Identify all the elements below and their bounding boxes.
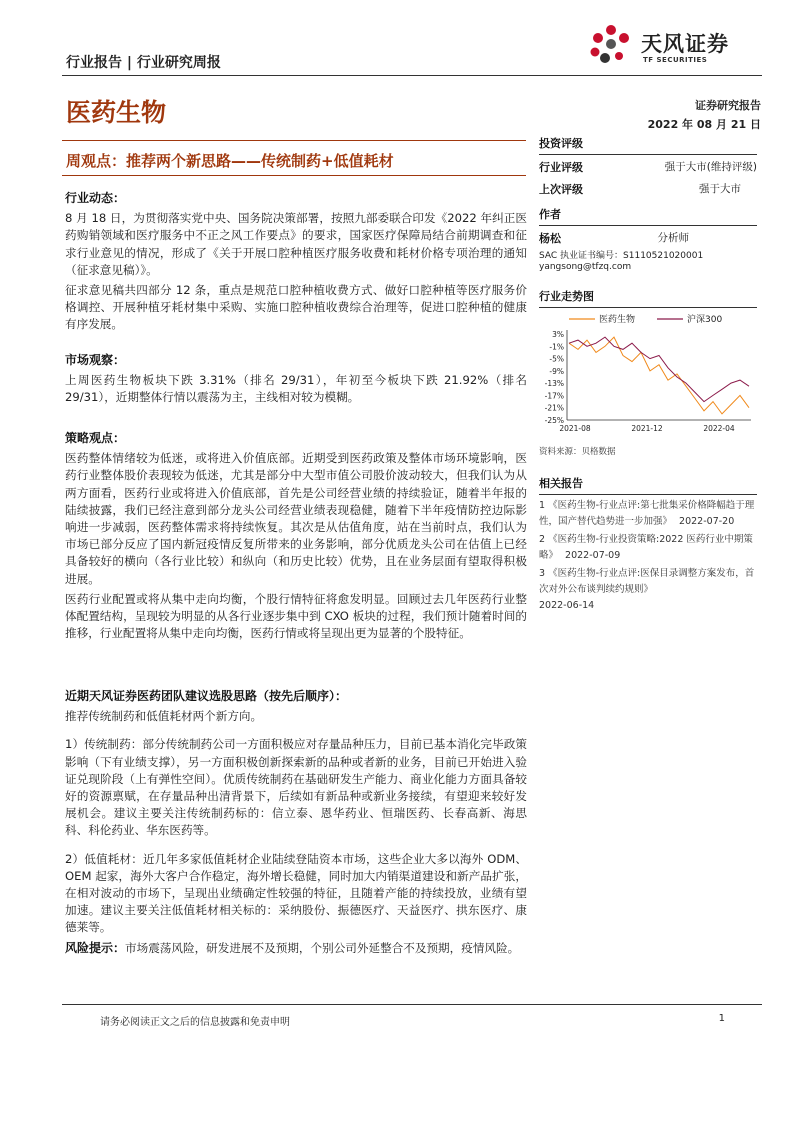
- y-tick-label: -5%: [549, 354, 564, 364]
- logo-text-cn: 天风证券: [641, 32, 729, 56]
- paragraph: 8 月 18 日，为贯彻落实党中央、国务院决策部署，按照九部委联合印发《2022 年纠正医药购销领域和医疗服务中不正之风工作要点》的要求，国家医疗保障局结合前期调查和征求行业意见的情况，形成了《关于开展口腔种植医疗服务收费和耗材价格专项治理的通知（征求意见稿）》。: [65, 211, 527, 277]
- paragraph: 1）传统制药：部分传统制药公司一方面积极应对存量品种压力，目前已基本消化完毕政策影响（下有业绩支撑），另一方面积极创新探索新的品种或者新的业务，目前已开始进入验证兑现阶段（上有弹性空间）。优质传统制药在基础研发生产能力、商业化能力方面具备较好的资源禀赋，在存量品种出清背景下，后续如有新品种或新业务接续，有望迎来较好发展机会。建议主要关注传统制药标的：信立泰、恩华药业、恒瑞医药、长春高新、海思科、科伦药业、华东医药等。: [65, 737, 527, 838]
- related-index: 1: [539, 500, 546, 511]
- report-title: 周观点：推荐两个新思路——传统制药+低值耗材: [66, 152, 394, 170]
- related-date: 2022-07-20: [679, 516, 735, 527]
- related-index: 3: [539, 568, 546, 579]
- author-name: 杨松: [539, 232, 561, 245]
- series-line-hs300: [569, 337, 749, 402]
- x-tick-label: 2021-08: [559, 424, 591, 433]
- author-heading: 作者: [539, 208, 561, 221]
- risk-label: 风险提示：: [65, 940, 126, 955]
- company-logo: [585, 18, 765, 74]
- related-report-item[interactable]: [539, 566, 757, 614]
- risk-text: 市场震荡风险，研发进展不及预期，个别公司外延整合不及预期，疫情风险。: [125, 940, 520, 955]
- trend-divider: [539, 307, 757, 308]
- paragraph: 2）低值耗材：近几年多家低值耗材企业陆续登陆资本市场，这些企业大多以海外 ODM、OEM 起家，海外大客户合作稳定，海外增长稳健，同时加大内销渠道建设和新产品扩张，在相对波动的市场下，呈现出业绩确定性较强的特征，且随着产能的持续投放，业绩有望加速。建议主要关注低值耗材相关标的：采纳股份、振德医疗、天益医疗、拱东医疗、康德莱等。: [65, 851, 527, 935]
- sector-title: 医药生物: [66, 98, 167, 127]
- series-line-pharma: [569, 337, 749, 414]
- y-tick-label: -25%: [544, 416, 564, 425]
- y-tick-label: 3%: [552, 330, 564, 339]
- section-stock-picks: [65, 688, 527, 957]
- paragraph: 医药行业配置或将从集中走向均衡，个股行情特征将愈发明显。回顾过去几年医药行业整体配置结构，呈现较为明显的从各行业逐步集中到 CXO 板块的过程，我们预计随着时间的推移，行业配置将从集中走向均衡，医药行情或将呈现出更为显著的个股特征。: [65, 591, 527, 641]
- industry-rating-value: 强于大市(维持评级): [664, 161, 757, 173]
- paragraph: 推荐传统制药和低值耗材两个新方向。: [65, 709, 263, 724]
- title-underline: [62, 175, 526, 176]
- related-report-item[interactable]: [539, 498, 757, 530]
- footer-disclaimer: 请务必阅读正文之后的信息披露和免责申明: [100, 1017, 290, 1028]
- y-tick-label: -17%: [544, 391, 564, 401]
- author-block: [539, 206, 757, 272]
- trend-chart: [539, 310, 757, 438]
- y-tick-label: -1%: [549, 342, 564, 352]
- paragraph: 征求意见稿共四部分 12 条，重点是规范口腔种植收费方式、做好口腔种植等医疗服务价格调控、开展种植牙耗材集中采购、实施口腔种植收费综合治理等，促进口腔种植的健康有序发展。: [65, 283, 527, 332]
- related-report-item[interactable]: [539, 532, 757, 564]
- related-divider: [539, 494, 757, 495]
- related-title: 《医药生物-行业投资策略:2022 医药行业中期策略》: [539, 534, 753, 561]
- chart-source: 资料来源：贝格数据: [539, 447, 616, 457]
- page-number: 1: [718, 1013, 725, 1024]
- section-industry-news: [65, 190, 527, 334]
- section-market-watch: [65, 352, 527, 407]
- y-tick-label: -21%: [544, 403, 564, 413]
- prev-rating-label: 上次评级: [539, 183, 583, 196]
- prev-rating-value: 强于大市: [699, 183, 741, 195]
- logo-flower-icon: [585, 20, 637, 72]
- related-reports: [539, 475, 757, 614]
- report-type: 证券研究报告: [695, 99, 761, 112]
- y-tick-label: -9%: [549, 366, 564, 376]
- section-heading: 策略观点：: [65, 431, 126, 445]
- related-heading: 相关报告: [539, 477, 583, 490]
- trend-block: [539, 288, 757, 457]
- title-divider: [62, 140, 526, 141]
- header-divider: [62, 75, 762, 76]
- paragraph: 上周医药生物板块下跌 3.31%（排名 29/31），年初至今板块下跌 21.92%（排名 29/31），近期整体行情以震荡为主，主线相对较为模糊。: [65, 373, 527, 405]
- author-role: 分析师: [657, 232, 689, 244]
- legend-label: 医药生物: [599, 315, 636, 325]
- x-tick-label: 2022-04: [703, 424, 735, 433]
- related-title: 《医药生物-行业点评:第七批集采价格降幅趋于理性，国产替代趋势进一步加强》: [539, 500, 755, 527]
- paragraph: 医药整体情绪较为低迷，或将进入价值底部。近期受到医药政策及整体市场环境影响，医药行业整体股价表现较为低迷，尤其是部分中大型市值公司股价波动较大，但我们认为从两方面看，医药行业或将进入价值底部，首先是公司经营业绩的持续验证，随着半年报的陆续披露，我们已经注意到部分龙头公司经营业绩表现稳健，随着下半年疫情防控边际影响进一步减弱，医药整体需求将持续恢复。其次是从估值角度，站在当前时点，我们认为市场已部分反应了国内新冠疫情反复所带来的业务影响，部分优质龙头公司在估值上已经具备较好的横向（各行业比较）和纵向（和历史比较）优势，且在业务层面有望取得积极进展。: [65, 451, 527, 586]
- trend-heading: 行业走势图: [539, 290, 594, 303]
- report-date: 2022 年 08 月 21 日: [647, 118, 761, 131]
- legend-label: 沪深300: [687, 315, 723, 325]
- author-divider: [539, 225, 757, 226]
- risk-warning: [65, 940, 527, 957]
- section-strategy: [65, 430, 527, 642]
- related-date: 2022-07-09: [565, 550, 621, 561]
- section-heading: 市场观察：: [65, 353, 126, 367]
- report-category: 行业报告 | 行业研究周报: [66, 55, 221, 71]
- x-tick-label: 2021-12: [631, 424, 663, 433]
- logo-text-en: TF SECURITIES: [643, 56, 708, 64]
- related-title: 《医药生物-行业点评:医保目录调整方案发布，首次对外公布谈判续约规则》: [539, 568, 755, 595]
- section-heading: 近期天风证券医药团队建议选股思路（按先后顺序）：: [65, 689, 348, 703]
- related-date: 2022-06-14: [539, 600, 595, 611]
- rating-heading: 投资评级: [539, 137, 583, 150]
- industry-rating-label: 行业评级: [539, 161, 583, 174]
- author-email[interactable]: yangsong@tfzq.com: [539, 262, 632, 272]
- rating-block: [539, 135, 757, 197]
- section-heading: 行业动态：: [65, 191, 126, 205]
- footer-divider: [62, 1004, 762, 1005]
- author-cert: SAC 执业证书编号：S1110521020001: [539, 251, 704, 261]
- rating-divider: [539, 154, 757, 155]
- related-index: 2: [539, 534, 546, 545]
- y-tick-label: -13%: [544, 379, 564, 389]
